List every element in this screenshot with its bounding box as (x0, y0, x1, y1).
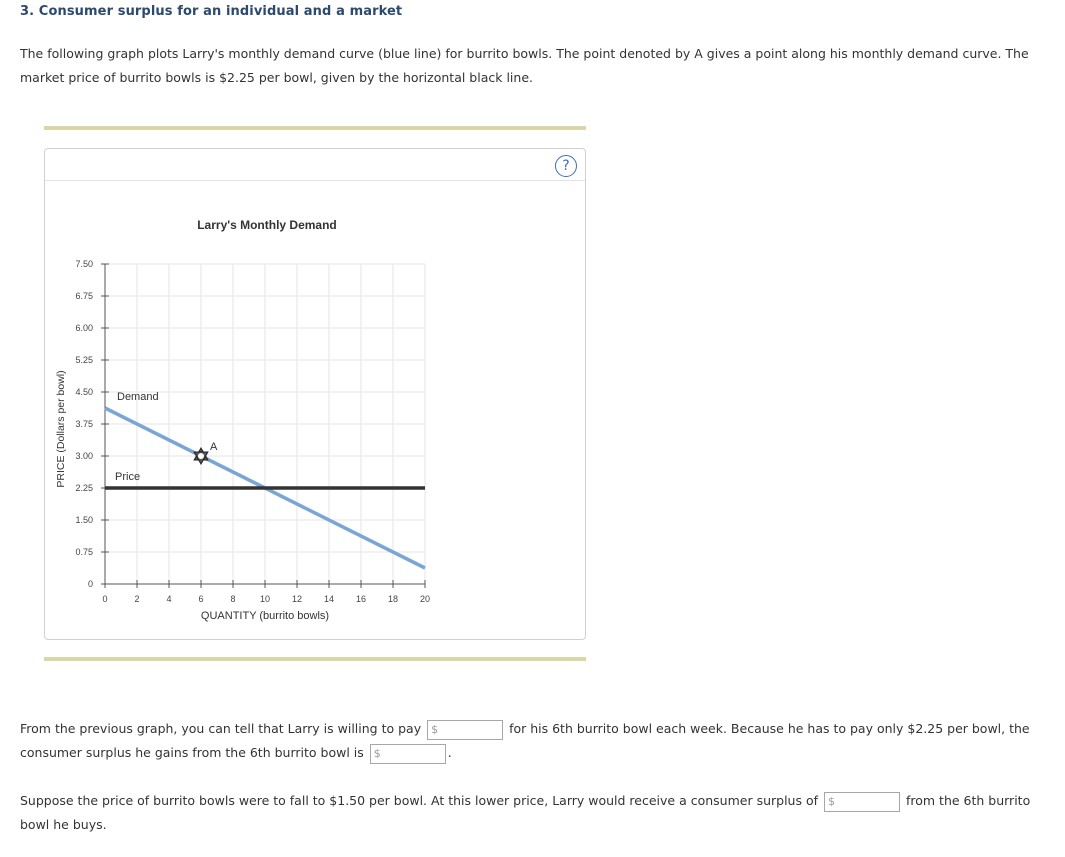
q1-end-period: . (447, 745, 452, 760)
y-tick-label: 1.50 (75, 515, 93, 525)
price-line-label: Price (115, 471, 141, 483)
x-tick-label: 4 (166, 594, 172, 604)
x-tick-label: 12 (291, 594, 303, 604)
y-axis-label: PRICE (Dollars per bowl) (55, 370, 67, 488)
y-tick-label: 3.75 (75, 419, 93, 429)
dollar-prefix: $ (431, 722, 439, 736)
demand-curve-label: Demand (117, 391, 159, 403)
dollar-prefix: $ (373, 746, 381, 760)
x-tick-label: 10 (259, 594, 271, 604)
y-tick-label: 2.25 (75, 483, 93, 493)
x-tick-label: 18 (387, 594, 399, 604)
y-tick-label: 0.75 (75, 547, 93, 557)
q1-text-part1: From the previous graph, you can tell that Larry is willing to pay (20, 721, 422, 736)
x-tick-label: 2 (134, 594, 140, 604)
point-a-label: A (210, 441, 218, 453)
willingness-to-pay-input[interactable] (427, 720, 503, 740)
x-tick-label: 0 (102, 594, 108, 604)
graph-panel (44, 148, 586, 640)
x-axis-label: QUANTITY (burrito bowls) (200, 610, 330, 622)
x-tick-label: 6 (198, 594, 204, 604)
question-2 (20, 789, 1050, 837)
lower-price-surplus-input[interactable] (824, 792, 900, 812)
y-tick-label: 3.00 (75, 451, 93, 461)
y-tick-label: 6.00 (75, 323, 93, 333)
question-title: 3. Consumer surplus for an individual and a market (20, 4, 403, 19)
y-tick-label: 4.50 (75, 387, 93, 397)
y-tick-label: 0 (87, 579, 93, 589)
x-tick-label: 20 (419, 594, 431, 604)
y-tick-label: 5.25 (75, 355, 93, 365)
question-intro: The following graph plots Larry's monthly demand curve (blue line) for burrito bowls. The point denoted by A gives a point along his monthly demand curve. The market price of burrito bowls is $2.25 per bowl, given by the horizontal black line. (20, 46, 1029, 85)
q1-text-part2: for his 6th burrito bowl each week. Because he has to pay only $2.25 per bowl, the consumer surplus he gains from the 6th burrito bowl is (20, 721, 1030, 760)
dollar-prefix: $ (828, 794, 835, 808)
q2-text-part2: from the 6th burrito bowl he buys. (20, 793, 1031, 832)
chart-title: Larry's Monthly Demand (197, 218, 337, 232)
consumer-surplus-input[interactable] (370, 744, 446, 764)
y-tick-label: 7.50 (75, 259, 93, 269)
x-tick-label: 14 (323, 594, 335, 604)
chart-grid (105, 264, 425, 584)
top-divider (44, 126, 586, 130)
q2-text-part1: Suppose the price of burrito bowls were to fall to $1.50 per bowl. At this lower price, Larry would receive a consumer surplus of (20, 793, 819, 808)
question-1 (20, 717, 1050, 765)
point-a-star-icon[interactable] (194, 448, 208, 464)
question-circle-icon[interactable]: ? (555, 155, 577, 177)
star-center (198, 453, 204, 459)
bottom-divider (44, 657, 586, 661)
demand-chart (45, 149, 585, 639)
x-tick-label: 16 (355, 594, 367, 604)
y-tick-label: 6.75 (75, 291, 93, 301)
x-tick-label: 8 (230, 594, 236, 604)
